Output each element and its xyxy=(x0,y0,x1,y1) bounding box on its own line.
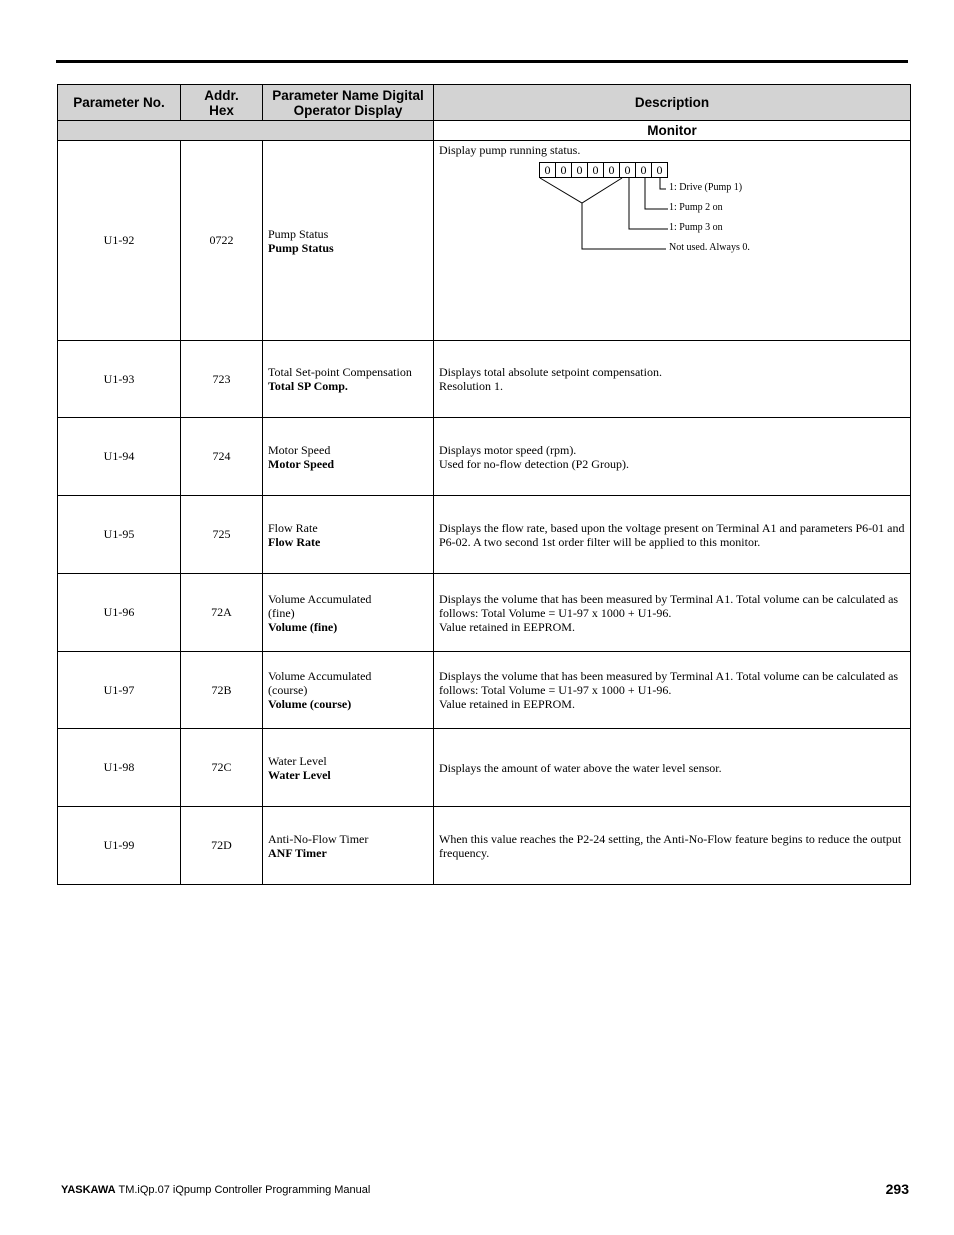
param-no: U1-95 xyxy=(58,496,181,574)
param-name-cell xyxy=(263,418,434,496)
param-name-cell xyxy=(263,141,434,341)
description-text: Used for no-flow detection (P2 Group). xyxy=(439,456,629,471)
top-rule xyxy=(56,60,908,63)
param-name: Volume Accumulated xyxy=(268,669,372,683)
group-row xyxy=(58,121,911,141)
param-no: U1-99 xyxy=(58,807,181,885)
table-row xyxy=(58,652,911,729)
param-name: Total Set-point Compensation xyxy=(268,365,412,379)
header-addr-hex xyxy=(181,85,263,121)
param-name: Volume Accumulated xyxy=(268,591,372,606)
description-cell xyxy=(434,652,911,729)
param-no: U1-92 xyxy=(58,141,181,341)
addr-hex: 0722 xyxy=(181,141,263,341)
operator-display: Flow Rate xyxy=(268,534,321,549)
param-name: Motor Speed xyxy=(268,442,331,457)
bit-leader-lines xyxy=(434,141,910,341)
description-cell xyxy=(434,574,911,652)
param-name: Pump Status xyxy=(268,226,329,241)
bit-box: 0 xyxy=(571,162,588,178)
header-param-name xyxy=(263,85,434,121)
description-text: Resolution 1. xyxy=(439,379,504,393)
param-no: U1-94 xyxy=(58,418,181,496)
param-name: Flow Rate xyxy=(268,520,318,535)
addr-hex: 723 xyxy=(181,341,263,418)
addr-hex: 724 xyxy=(181,418,263,496)
annotation-pump3: 1: Pump 3 on xyxy=(669,222,723,233)
description-text: Displays the amount of water above the water level sensor. xyxy=(439,760,722,775)
param-name-cell xyxy=(263,729,434,807)
param-name-suffix: (course) xyxy=(268,683,308,697)
annotation-drive: 1: Drive (Pump 1) xyxy=(669,182,743,193)
operator-display: Motor Speed xyxy=(268,456,335,471)
param-name-cell xyxy=(263,652,434,729)
header-name-line2: Operator Display xyxy=(293,102,403,118)
addr-hex: 72D xyxy=(181,807,263,885)
header-name-line1: Parameter Name Digital xyxy=(272,87,424,103)
bit-box: 0 xyxy=(539,162,556,178)
param-name-cell xyxy=(263,807,434,885)
description-text: Display pump running status. xyxy=(439,143,581,157)
description-cell xyxy=(434,496,911,574)
param-no: U1-96 xyxy=(58,574,181,652)
bit-box: 0 xyxy=(651,162,668,178)
param-name-cell xyxy=(263,574,434,652)
description-cell xyxy=(434,807,911,885)
group-label: Monitor xyxy=(434,121,911,141)
description-text: Value retained in EEPROM. xyxy=(439,619,575,634)
operator-display: Volume (course) xyxy=(268,697,352,711)
header-param-no: Parameter No. xyxy=(58,85,181,121)
operator-display: Water Level xyxy=(268,767,331,782)
group-blank-cell xyxy=(58,121,434,141)
footer-manual-title xyxy=(61,1184,370,1196)
table-row xyxy=(58,729,911,807)
description-cell xyxy=(434,729,911,807)
description-text: Displays total absolute setpoint compensation. xyxy=(439,365,662,379)
param-no: U1-93 xyxy=(58,341,181,418)
annotation-pump2: 1: Pump 2 on xyxy=(669,202,723,213)
bit-box: 0 xyxy=(635,162,652,178)
operator-display: Volume (fine) xyxy=(268,619,338,634)
description-text: Displays motor speed (rpm). xyxy=(439,442,577,457)
bit-box: 0 xyxy=(555,162,572,178)
param-name-cell xyxy=(263,341,434,418)
bit-box: 0 xyxy=(587,162,604,178)
param-name-cell xyxy=(263,496,434,574)
header-addr-line2: Hex xyxy=(209,102,234,118)
addr-hex: 725 xyxy=(181,496,263,574)
footer-brand: YASKAWA xyxy=(61,1184,116,1196)
description-cell xyxy=(434,341,911,418)
parameter-table xyxy=(57,84,911,885)
param-no: U1-98 xyxy=(58,729,181,807)
table-row xyxy=(58,418,911,496)
description-text: Value retained in EEPROM. xyxy=(439,697,575,711)
description-text: Displays the volume that has been measured by Terminal A1. Total volume can be calculated as follows: Total Volume = U1-97 x 1000 + U1-96. xyxy=(439,591,899,620)
annotation-not-used: Not used. Always 0. xyxy=(669,242,750,253)
table-row xyxy=(58,807,911,885)
description-cell xyxy=(434,141,911,341)
bit-box: 0 xyxy=(619,162,636,178)
footer-manual: TM.iQp.07 iQpump Controller Programming Manual xyxy=(118,1184,371,1196)
header-description: Description xyxy=(434,85,911,121)
operator-display: ANF Timer xyxy=(268,845,327,860)
description-text: Displays the flow rate, based upon the voltage present on Terminal A1 and parameters P6-01 and P6-02. A two second 1st order filter will be applied to this monitor. xyxy=(439,520,905,549)
header-row xyxy=(58,85,911,121)
param-no: U1-97 xyxy=(58,652,181,729)
page-number: 293 xyxy=(885,1181,909,1197)
description-text: Displays the volume that has been measured by Terminal A1. Total volume can be calculated as follows: Total Volume = U1-97 x 1000 + U1-96. xyxy=(439,669,899,697)
addr-hex: 72A xyxy=(181,574,263,652)
param-name: Water Level xyxy=(268,753,327,768)
bit-box: 0 xyxy=(603,162,620,178)
description-text: When this value reaches the P2-24 setting, the Anti-No-Flow feature begins to reduce the output frequency. xyxy=(439,831,902,860)
table-row xyxy=(58,141,911,341)
operator-display: Pump Status xyxy=(268,240,334,255)
table-row xyxy=(58,496,911,574)
addr-hex: 72C xyxy=(181,729,263,807)
table-row xyxy=(58,341,911,418)
param-name: Anti-No-Flow Timer xyxy=(268,831,369,846)
param-name-suffix: (fine) xyxy=(268,605,295,620)
description-cell xyxy=(434,418,911,496)
table-row xyxy=(58,574,911,652)
operator-display: Total SP Comp. xyxy=(268,379,348,393)
header-addr-line1: Addr. xyxy=(204,87,239,103)
addr-hex: 72B xyxy=(181,652,263,729)
